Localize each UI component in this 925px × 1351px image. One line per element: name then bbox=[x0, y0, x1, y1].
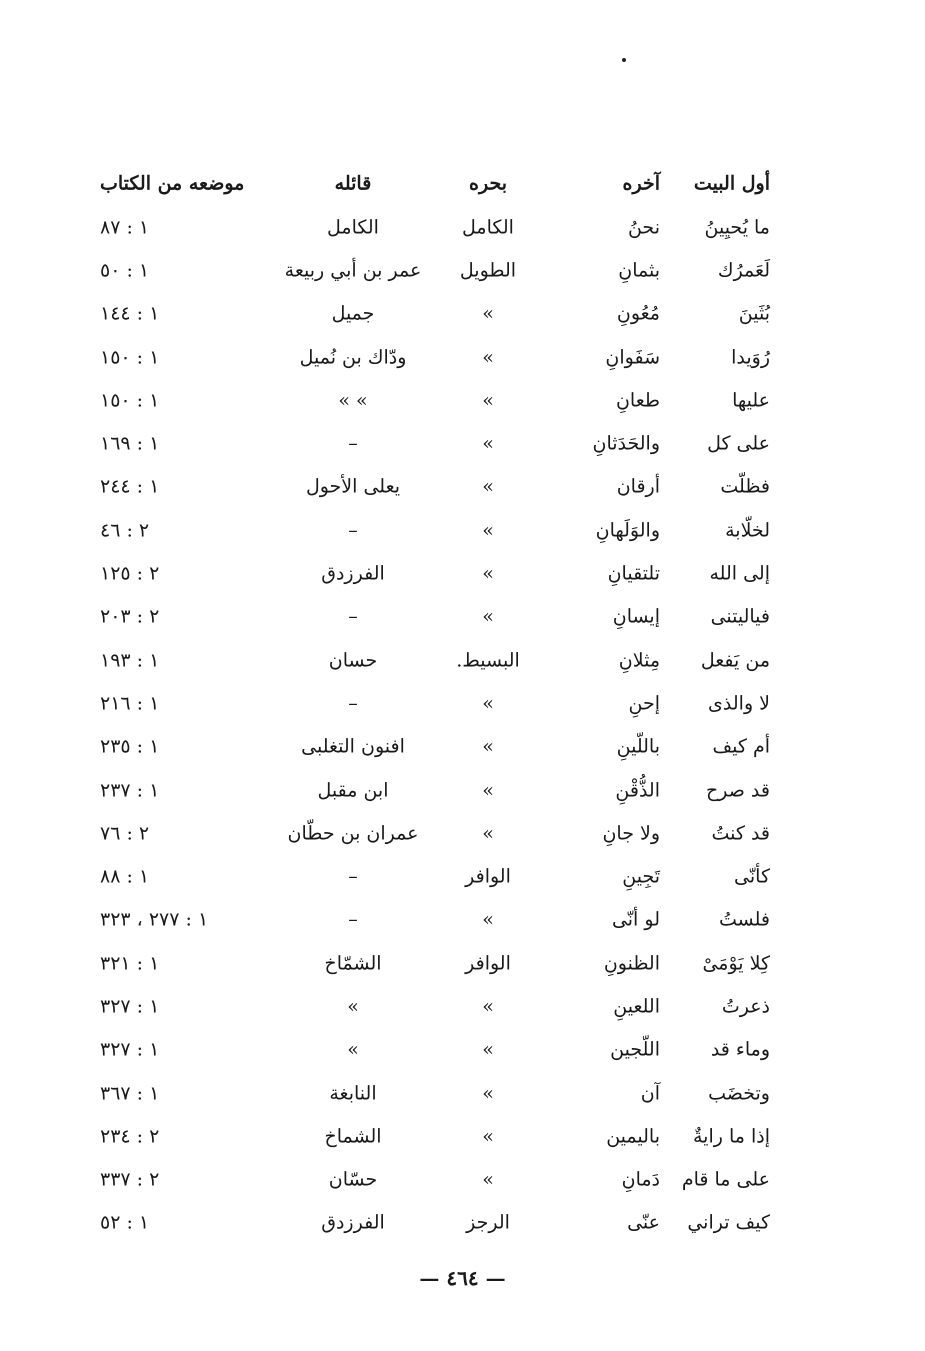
table-row bbox=[100, 639, 790, 682]
verse-first-word: على كل bbox=[707, 432, 770, 455]
table-row bbox=[100, 1072, 790, 1115]
table-row bbox=[100, 1029, 790, 1072]
table-row bbox=[100, 249, 790, 292]
verse-last-word: إيسانِ bbox=[612, 605, 660, 628]
verse-last-word: باللّينِ bbox=[616, 735, 660, 758]
verse-first-word: ما يُحيِينُ bbox=[704, 216, 770, 239]
verse-first-word: من يَفعل bbox=[700, 649, 770, 672]
verse-last-word: باليمين bbox=[606, 1125, 660, 1148]
verse-meter: الرجز bbox=[466, 1211, 510, 1234]
verse-poet: جميل bbox=[331, 302, 375, 325]
verse-first-word: فياليتنى bbox=[710, 605, 770, 628]
table-row bbox=[100, 682, 790, 725]
header-location: موضعه من الكتاب bbox=[100, 172, 245, 195]
verse-first-word: فظلّت bbox=[720, 475, 770, 498]
verse-location: ١ : ١٥٠ bbox=[100, 346, 160, 369]
verse-meter: » bbox=[482, 1125, 494, 1148]
table-row bbox=[100, 293, 790, 336]
verse-first-word: ذعرتُ bbox=[721, 995, 770, 1018]
verse-poet: الفرزدق bbox=[321, 1211, 385, 1234]
table-row bbox=[100, 206, 790, 249]
table-row bbox=[100, 855, 790, 898]
header-last-word: آخره bbox=[622, 172, 660, 195]
verse-last-word: عنّى bbox=[627, 1211, 660, 1234]
table-row bbox=[100, 422, 790, 465]
verse-poet: – bbox=[348, 432, 358, 455]
verse-location: ١ : ٣٢٧ bbox=[100, 1038, 160, 1061]
verse-location: ١ : ٥٢ bbox=[100, 1211, 150, 1234]
verse-meter: » bbox=[482, 822, 494, 845]
verse-first-word: عليها bbox=[732, 389, 770, 412]
verse-meter: » bbox=[482, 1082, 494, 1105]
verse-poet: الشماخ bbox=[324, 1125, 382, 1148]
verse-meter: الوافر bbox=[465, 952, 511, 975]
verse-first-word: قد صرح bbox=[706, 779, 770, 801]
verse-poet: ابن مقبل bbox=[317, 779, 389, 801]
verse-poet: الشمّاخ bbox=[324, 952, 382, 975]
verse-meter: الكامل bbox=[462, 216, 514, 239]
verse-meter: الوافر bbox=[465, 865, 511, 888]
verse-last-word: إحنِ bbox=[628, 692, 660, 715]
verse-first-word: لا والذى bbox=[708, 692, 770, 715]
table-row bbox=[100, 509, 790, 552]
verse-poet: عمران بن حطّان bbox=[287, 822, 419, 845]
table-row bbox=[100, 1159, 790, 1202]
verse-location: ١ : ٢٧٧ ، ٣٢٣ bbox=[100, 908, 209, 931]
verse-last-word: الذُّقْنِ bbox=[615, 779, 660, 801]
verse-location: ٢ : ٤٦ bbox=[100, 519, 150, 542]
verse-meter: » bbox=[482, 692, 494, 715]
page-number: — ٤٦٤ — bbox=[419, 1266, 506, 1290]
verse-meter: » bbox=[482, 1038, 494, 1061]
verse-last-word: والوَلَهانِ bbox=[595, 519, 660, 542]
verse-first-word: إلى الله bbox=[709, 562, 770, 585]
verse-location: ٢ : ١٢٥ bbox=[100, 562, 160, 585]
table-row bbox=[100, 769, 790, 812]
verse-poet: » bbox=[347, 1038, 359, 1061]
table-row bbox=[100, 336, 790, 379]
verse-first-word: كِلا يَوْمَىْ bbox=[702, 952, 770, 975]
table-row bbox=[100, 942, 790, 985]
verse-first-word: كيف تراني bbox=[687, 1211, 770, 1234]
verse-first-word: بُثَينَ bbox=[738, 302, 770, 325]
table-row bbox=[100, 552, 790, 595]
verse-last-word: تَجِينِ bbox=[622, 865, 660, 888]
verse-last-word: مُعُونِ bbox=[616, 302, 660, 325]
verse-last-word: الظنونِ bbox=[603, 952, 660, 975]
verse-location: ٢ : ٢٣٤ bbox=[100, 1125, 160, 1148]
verse-last-word: اللعينِ bbox=[613, 995, 660, 1018]
verse-meter: » bbox=[482, 1168, 494, 1191]
verse-location: ١ : ١٩٣ bbox=[100, 649, 160, 672]
verse-poet: يعلى الأحول bbox=[305, 475, 401, 498]
verse-first-word: وتخضَب bbox=[708, 1082, 770, 1105]
verse-meter: » bbox=[482, 302, 494, 325]
verse-first-word: إذا ما رايةٌ bbox=[693, 1125, 770, 1148]
verse-poet: حسّان bbox=[328, 1168, 378, 1191]
verse-location: ٢ : ٧٦ bbox=[100, 822, 150, 845]
verse-poet: الفرزدق bbox=[321, 562, 385, 585]
verse-location: ٢ : ٢٠٣ bbox=[100, 605, 160, 628]
verse-location: ١ : ٢٤٤ bbox=[100, 475, 160, 498]
verse-location: ١ : ٢٣٧ bbox=[100, 779, 160, 801]
table-row bbox=[100, 1202, 790, 1245]
verse-poet: الكامل bbox=[327, 216, 379, 239]
verse-last-word: والحَدَثانِ bbox=[592, 432, 660, 455]
verse-last-word: آن bbox=[640, 1082, 660, 1105]
verse-first-word: على ما قام bbox=[681, 1168, 770, 1191]
verse-first-word: رُوَيدا bbox=[731, 346, 770, 369]
verse-poet: ودّاك بن نُميل bbox=[299, 346, 407, 369]
verse-meter: » bbox=[482, 389, 494, 412]
verse-location: ١ : ٨٧ bbox=[100, 216, 150, 239]
verse-poet: – bbox=[348, 605, 358, 628]
verse-meter: » bbox=[482, 432, 494, 455]
verse-poet: » bbox=[347, 995, 359, 1018]
verse-last-word: لو أنّى bbox=[611, 908, 660, 931]
verse-poet: – bbox=[348, 519, 358, 542]
verse-meter: » bbox=[482, 995, 494, 1018]
verse-poet: – bbox=[348, 692, 358, 715]
verse-meter: البسيط. bbox=[456, 649, 520, 672]
verse-location: ١ : ٢٣٥ bbox=[100, 735, 160, 758]
table-row bbox=[100, 726, 790, 769]
header-poet: قائله bbox=[334, 172, 372, 195]
verse-location: ١ : ٣٢٧ bbox=[100, 995, 160, 1018]
table-header bbox=[100, 162, 790, 206]
ink-dot bbox=[622, 58, 626, 62]
table-row bbox=[100, 812, 790, 855]
verse-meter: » bbox=[482, 346, 494, 369]
table-row bbox=[100, 466, 790, 509]
verse-location: ١ : ٢١٦ bbox=[100, 692, 160, 715]
verse-location: ١ : ٣٢١ bbox=[100, 952, 160, 975]
verse-last-word: دَمانِ bbox=[621, 1168, 660, 1191]
verse-poet: – bbox=[348, 908, 358, 931]
verse-last-word: طعانِ bbox=[615, 389, 660, 412]
verse-last-word: مِثلانِ bbox=[618, 649, 660, 672]
verse-poet: حسان bbox=[328, 649, 378, 672]
verse-last-word: نحنُ bbox=[627, 216, 660, 239]
verse-location: ١ : ٣٦٧ bbox=[100, 1082, 160, 1105]
verse-poet: النابغة bbox=[329, 1082, 377, 1105]
verse-first-word: لَعَمرُك bbox=[717, 259, 770, 282]
verse-first-word: وماء قد bbox=[710, 1038, 770, 1061]
poetry-index-table bbox=[100, 162, 790, 1245]
verse-first-word: قد كنتُ bbox=[711, 822, 770, 845]
table-row bbox=[100, 596, 790, 639]
verse-location: ١ : ٨٨ bbox=[100, 865, 150, 888]
verse-meter: » bbox=[482, 908, 494, 931]
verse-meter: » bbox=[482, 605, 494, 628]
verse-poet: افنون التغلبى bbox=[301, 735, 405, 758]
table-row bbox=[100, 1115, 790, 1158]
table-row bbox=[100, 379, 790, 422]
table-row bbox=[100, 985, 790, 1028]
verse-location: ١ : ١٥٠ bbox=[100, 389, 160, 412]
verse-meter: » bbox=[482, 735, 494, 758]
verse-first-word: أم كيف bbox=[712, 735, 770, 758]
verse-meter: » bbox=[482, 779, 494, 801]
verse-meter: الطويل bbox=[459, 259, 517, 282]
verse-location: ٢ : ٣٣٧ bbox=[100, 1168, 160, 1191]
verse-meter: » bbox=[482, 475, 494, 498]
verse-location: ١ : ١٦٩ bbox=[100, 432, 160, 455]
verse-poet: – bbox=[348, 865, 358, 888]
verse-last-word: تلتقيانِ bbox=[607, 562, 660, 585]
verse-meter: » bbox=[482, 519, 494, 542]
verse-first-word: لخلّابة bbox=[725, 519, 770, 542]
verse-first-word: فلستُ bbox=[719, 908, 770, 931]
verse-first-word: كأنّى bbox=[734, 865, 770, 888]
header-meter: بحره bbox=[469, 172, 507, 195]
verse-location: ١ : ١٤٤ bbox=[100, 302, 160, 325]
header-first-line: أول البيت bbox=[693, 172, 770, 195]
verse-last-word: بثمانِ bbox=[618, 259, 660, 282]
verse-poet: عمر بن أبي ربيعة bbox=[284, 259, 422, 282]
table-row bbox=[100, 899, 790, 942]
verse-last-word: أرقان bbox=[616, 475, 660, 498]
verse-last-word: ولا جانِ bbox=[602, 822, 660, 845]
verse-last-word: سَفَوانِ bbox=[605, 346, 660, 369]
verse-meter: » bbox=[482, 562, 494, 585]
table-body bbox=[100, 206, 790, 1245]
verse-location: ١ : ٥٠ bbox=[100, 259, 150, 282]
verse-poet: » » bbox=[338, 389, 368, 412]
verse-last-word: اللّجين bbox=[610, 1038, 660, 1061]
